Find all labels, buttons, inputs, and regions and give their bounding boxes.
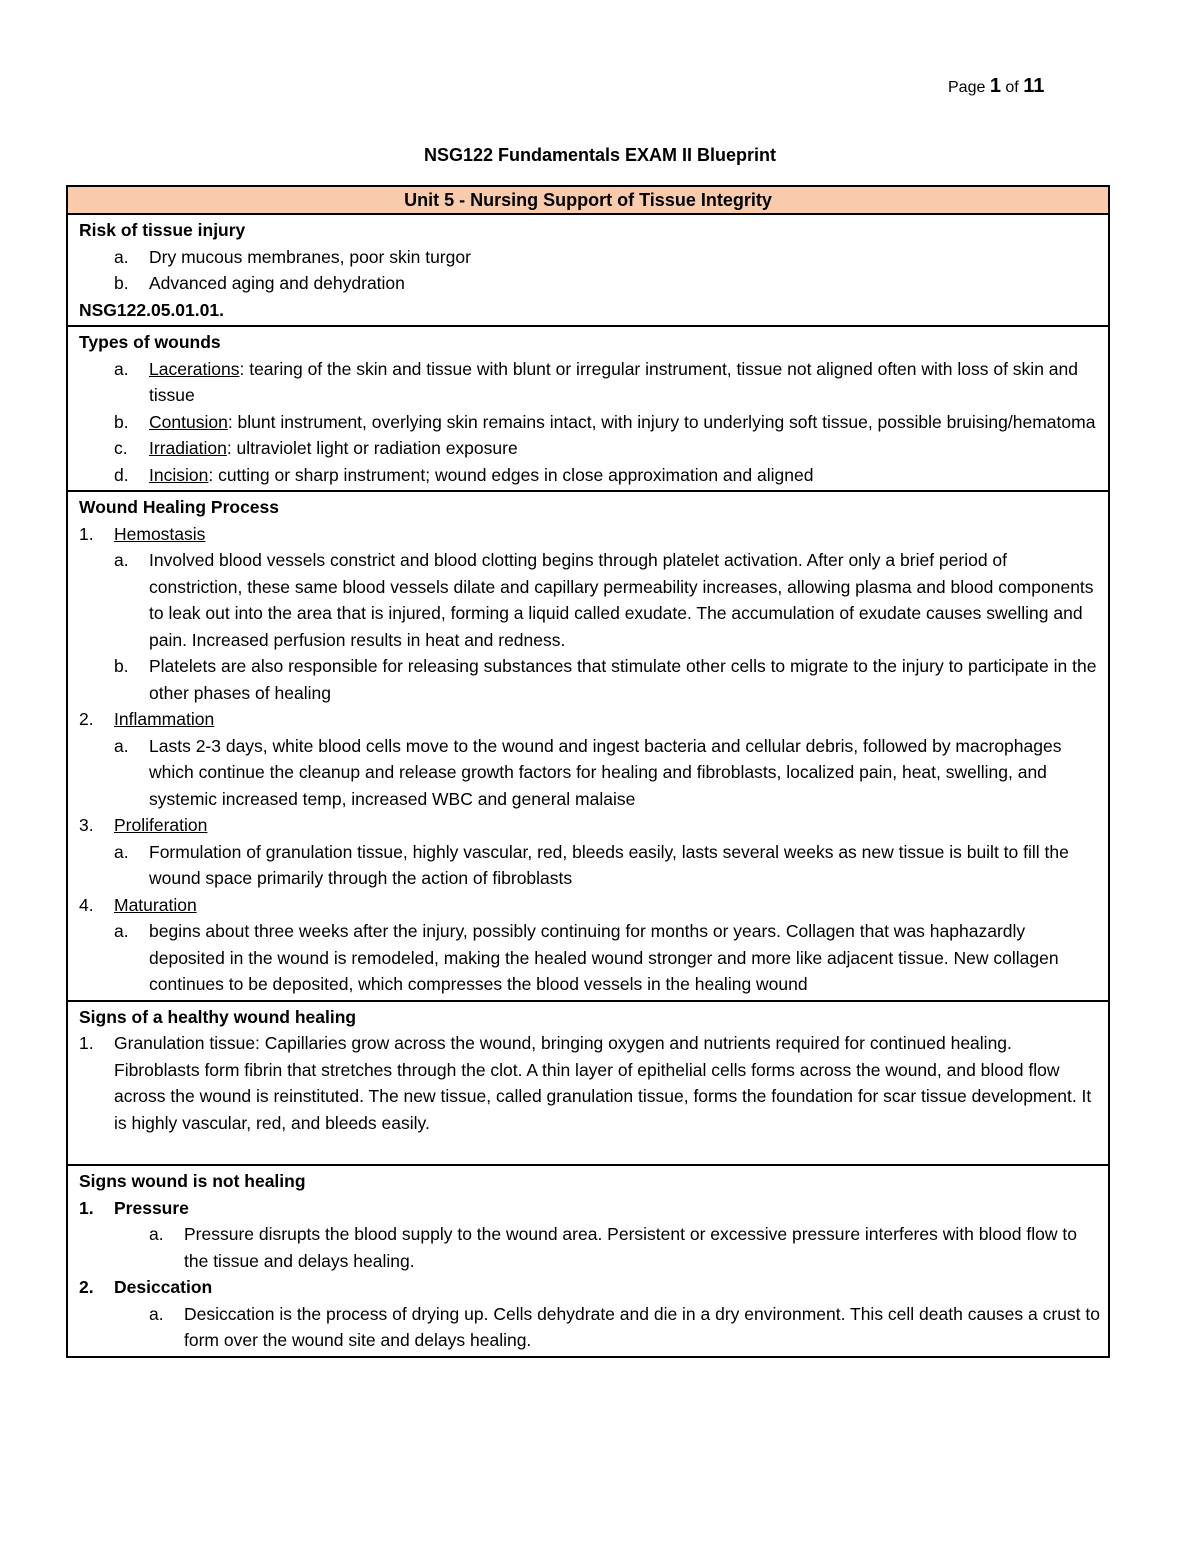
unit-header: Unit 5 - Nursing Support of Tissue Integrity [68, 187, 1108, 215]
page-number-current: 1 [989, 75, 1001, 97]
list-marker: a. [114, 246, 129, 267]
list-marker: b. [114, 656, 129, 676]
phase-name: Proliferation [114, 815, 208, 835]
list-marker: 1. [79, 1033, 94, 1053]
list-item [79, 733, 1100, 813]
list-item [79, 547, 1100, 653]
phase-name: Hemostasis [114, 523, 206, 544]
list-marker: a. [114, 841, 129, 862]
list-text: Lasts 2-3 days, white blood cells move to the wound and ingest bacteria and cellular debris, followed by macrophages which continue the cleanup and release growth factors for healing and fibroblasts, localized pain, heat, swelling, and systemic increased temp, increased WBC and general malaise [149, 735, 1062, 809]
document-title: NSG122 Fundamentals EXAM II Blueprint [423, 145, 777, 165]
blueprint-table [66, 185, 1110, 1358]
section-wound-healing-process [68, 492, 1108, 1002]
section-wound-not-healing [68, 1166, 1108, 1356]
phase-item [79, 892, 1100, 919]
section-heading: Signs wound is not healing [79, 1171, 306, 1191]
section-heading: Signs of a healthy wound healing [79, 1006, 357, 1027]
cause-item [79, 1274, 1100, 1301]
list-marker: c. [114, 438, 128, 458]
cause-item [79, 1195, 1100, 1222]
wound-term: Contusion [149, 411, 228, 432]
wound-term: Lacerations [149, 358, 240, 379]
list-marker: 1. [79, 1197, 94, 1218]
phase-item [79, 812, 1100, 839]
list-item [79, 1301, 1100, 1354]
wound-description: : cutting or sharp instrument; wound edges in close approximation and aligned [208, 464, 814, 485]
section-heading: Risk of tissue injury [79, 220, 246, 240]
wound-term: Incision [149, 464, 209, 485]
section-types-of-wounds [68, 327, 1108, 492]
list-marker: a. [114, 358, 129, 379]
list-text: Desiccation is the process of drying up. Cells dehydrate and die in a dry environment. This cell death causes a crust to form over the wound site and delays healing. [184, 1303, 1100, 1350]
list-item [79, 1221, 1100, 1274]
list-text [149, 356, 1100, 409]
phase-item [79, 706, 1100, 733]
list-text: Formulation of granulation tissue, highly vascular, red, bleeds easily, lasts several weeks as new tissue is built to fill the wound space primarily through the action of fibroblasts [149, 841, 1069, 888]
list-item [79, 435, 1100, 462]
section-healthy-wound-healing [68, 1002, 1108, 1167]
list-marker: a. [114, 550, 129, 570]
list-item [79, 1030, 1100, 1136]
list-item [79, 839, 1100, 892]
phase-name: Maturation [114, 894, 197, 915]
list-text: Involved blood vessels constrict and blood clotting begins through platelet activation. After only a brief period of constriction, these same blood vessels dilate and capillary permeability increases, allowing plasma and blood components to leak out into the area that is injured, forming a liquid called exudate. The accumulation of exudate causes swelling and pain. Increased perfusion results in heat and redness. [149, 550, 1094, 650]
list-marker: b. [114, 273, 129, 293]
list-marker: 4. [79, 894, 94, 915]
section-risk-of-tissue-injury [68, 215, 1108, 327]
list-text: Dry mucous membranes, poor skin turgor [149, 246, 471, 267]
wound-term: Irradiation [149, 438, 227, 458]
list-text: Pressure disrupts the blood supply to the wound area. Persistent or excessive pressure interferes with blood flow to the tissue and delays healing. [184, 1224, 1077, 1271]
list-text: Platelets are also responsible for releasing substances that stimulate other cells to migrate to the injury to participate in the other phases of healing [149, 656, 1097, 703]
list-marker: a. [149, 1224, 164, 1244]
cause-name: Desiccation [114, 1277, 213, 1297]
list-text: Granulation tissue: Capillaries grow across the wound, bringing oxygen and nutrients required for continued healing. Fibroblasts form fibrin that stretches through the clot. A thin layer of epithelial cells forms across the wound, and blood flow across the wound is reinstituted. The new tissue, called granulation tissue, forms the foundation for scar tissue development. It is highly vascular, red, and bleeds easily. [114, 1033, 1092, 1133]
cause-name: Pressure [114, 1197, 189, 1218]
page-number-prefix: Page [948, 79, 986, 96]
list-item [79, 462, 1100, 489]
page-number [948, 74, 1044, 100]
list-item [79, 244, 1100, 271]
list-marker: 1. [79, 523, 94, 544]
list-marker: a. [149, 1303, 164, 1324]
list-item [79, 653, 1100, 706]
list-item [79, 918, 1100, 998]
section-heading: Wound Healing Process [79, 497, 279, 517]
list-text [149, 435, 1100, 462]
list-item [79, 356, 1100, 409]
list-text: begins about three weeks after the injury, possibly continuing for months or years. Collagen that was haphazardly deposited in the wound is remodeled, making the healed wound stronger and more like adjacent tissue. New collagen continues to be deposited, which compresses the blood vessels in the healing wound [149, 921, 1059, 994]
objective-code: NSG122.05.01.01. [79, 299, 224, 320]
list-marker: b. [114, 411, 129, 432]
list-text [149, 462, 1100, 489]
list-marker: 2. [79, 709, 94, 729]
wound-description: : blunt instrument, overlying skin remains intact, with injury to underlying soft tissue, possible bruising/hematoma [227, 411, 1096, 432]
wound-description: : ultraviolet light or radiation exposure [226, 438, 518, 458]
phase-item [79, 521, 1100, 548]
list-text [149, 409, 1100, 436]
list-text: Advanced aging and dehydration [149, 273, 405, 293]
section-heading: Types of wounds [79, 332, 221, 352]
phase-name: Inflammation [114, 709, 215, 729]
list-item [79, 409, 1100, 436]
list-marker: a. [114, 921, 129, 941]
list-item [79, 270, 1100, 297]
list-marker: d. [114, 464, 129, 485]
list-marker: 2. [79, 1277, 94, 1297]
wound-description: : tearing of the skin and tissue with blunt or irregular instrument, tissue not aligned often with loss of skin and tissue [149, 358, 1078, 405]
page-number-total: 11 [1023, 75, 1045, 97]
page-number-middle: of [1005, 79, 1019, 96]
list-marker: 3. [79, 815, 94, 835]
list-marker: a. [114, 735, 129, 756]
